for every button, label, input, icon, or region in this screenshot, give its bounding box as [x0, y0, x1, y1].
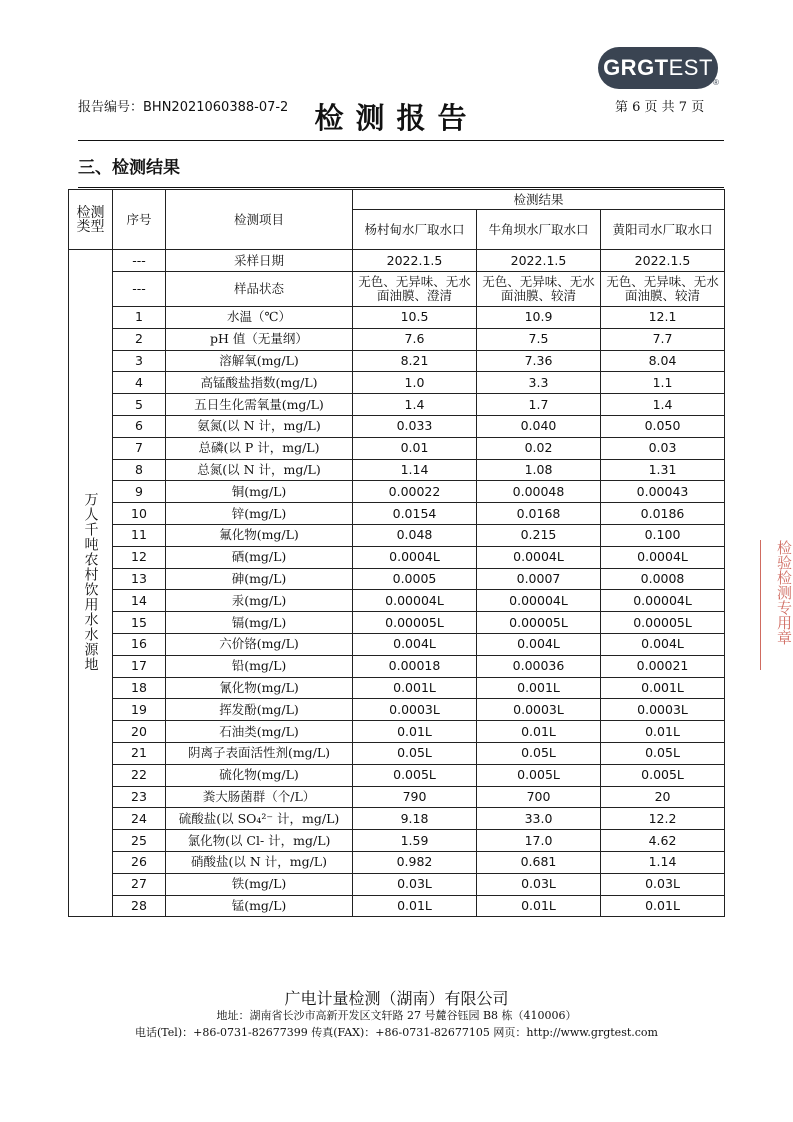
table-row	[69, 764, 725, 786]
row-number: 9	[113, 481, 166, 503]
row-value-site-2: 2022.1.5	[477, 250, 601, 272]
row-item: 氰化物(mg/L)	[166, 677, 353, 699]
logo-main-text: GRGT	[603, 55, 669, 80]
row-value-site-3: 12.2	[601, 808, 725, 830]
row-value-site-1: 0.0004L	[353, 546, 477, 568]
row-value-site-3: 1.1	[601, 372, 725, 394]
row-item: 氟化物(mg/L)	[166, 524, 353, 546]
row-number: 23	[113, 786, 166, 808]
row-value-site-1: 0.048	[353, 524, 477, 546]
row-value-site-1: 0.0005	[353, 568, 477, 590]
footer-address: 地址：湖南省长沙市高新开发区文轩路 27 号麓谷钰园 B8 栋（410006）	[216, 1009, 577, 1022]
row-number: 19	[113, 699, 166, 721]
logo-sub-text: EST	[668, 55, 713, 80]
row-value-site-3: 0.0186	[601, 503, 725, 525]
section-divider	[78, 187, 724, 188]
table-row	[69, 250, 725, 272]
footer-company: 广电计量检测（湖南）有限公司	[284, 989, 509, 1008]
row-item: 溶解氧(mg/L)	[166, 350, 353, 372]
table-row	[69, 895, 725, 917]
row-number: 14	[113, 590, 166, 612]
row-value-site-3: 0.0008	[601, 568, 725, 590]
row-value-site-2: 1.08	[477, 459, 601, 481]
row-number: 11	[113, 524, 166, 546]
row-value-site-1: 0.00018	[353, 655, 477, 677]
row-value-site-3: 1.31	[601, 459, 725, 481]
row-value-site-1: 0.03L	[353, 873, 477, 895]
row-number: 18	[113, 677, 166, 699]
row-number: 15	[113, 612, 166, 634]
row-item: 铁(mg/L)	[166, 873, 353, 895]
row-item: 样品状态	[166, 272, 353, 307]
row-value-site-2: 0.215	[477, 524, 601, 546]
table-row	[69, 481, 725, 503]
table-row	[69, 372, 725, 394]
row-value-site-3: 0.050	[601, 415, 725, 437]
table-row	[69, 677, 725, 699]
table-row	[69, 459, 725, 481]
row-value-site-2: 0.01L	[477, 895, 601, 917]
table-row	[69, 328, 725, 350]
row-value-site-3: 8.04	[601, 350, 725, 372]
row-number: 27	[113, 873, 166, 895]
row-value-site-2: 700	[477, 786, 601, 808]
row-number: 3	[113, 350, 166, 372]
row-value-site-2: 0.00048	[477, 481, 601, 503]
row-value-site-2: 3.3	[477, 372, 601, 394]
row-value-site-2: 1.7	[477, 394, 601, 416]
table-row	[69, 742, 725, 764]
row-number: 5	[113, 394, 166, 416]
logo-registered-mark: ®	[713, 78, 719, 87]
table-row	[69, 524, 725, 546]
row-value-site-2: 7.5	[477, 328, 601, 350]
row-value-site-1: 0.00004L	[353, 590, 477, 612]
row-item: 阴离子表面活性剂(mg/L)	[166, 742, 353, 764]
table-row	[69, 873, 725, 895]
row-item: 锌(mg/L)	[166, 503, 353, 525]
table-row	[69, 633, 725, 655]
table-row	[69, 808, 725, 830]
row-value-site-3: 0.100	[601, 524, 725, 546]
row-value-site-3: 7.7	[601, 328, 725, 350]
table-row	[69, 394, 725, 416]
table-row	[69, 546, 725, 568]
row-value-site-3: 4.62	[601, 830, 725, 852]
row-value-site-2: 0.05L	[477, 742, 601, 764]
row-item: 挥发酚(mg/L)	[166, 699, 353, 721]
row-number: 21	[113, 742, 166, 764]
row-value-site-1: 790	[353, 786, 477, 808]
row-value-site-2: 0.0003L	[477, 699, 601, 721]
row-value-site-1: 0.004L	[353, 633, 477, 655]
row-number: 7	[113, 437, 166, 459]
row-value-site-2: 0.005L	[477, 764, 601, 786]
table-row	[69, 699, 725, 721]
table-row	[69, 307, 725, 329]
row-number: 25	[113, 830, 166, 852]
row-value-site-2: 无色、无异味、无水面油膜、较清	[477, 272, 601, 307]
row-value-site-1: 9.18	[353, 808, 477, 830]
row-value-site-2: 0.00005L	[477, 612, 601, 634]
row-value-site-2: 17.0	[477, 830, 601, 852]
row-number: 22	[113, 764, 166, 786]
header-detect-type: 检测类型	[69, 190, 113, 250]
row-value-site-1: 10.5	[353, 307, 477, 329]
row-value-site-1: 8.21	[353, 350, 477, 372]
footer-contact: 电话(Tel)：+86-0731-82677399 传真(FAX)：+86-0731-82677105 网页：http://www.grgtest.com	[135, 1026, 658, 1039]
row-item: 石油类(mg/L)	[166, 721, 353, 743]
row-value-site-2: 0.02	[477, 437, 601, 459]
row-item: 硫酸盐(以 SO₄²⁻ 计，mg/L)	[166, 808, 353, 830]
row-item: 高锰酸盐指数(mg/L)	[166, 372, 353, 394]
page-number: 第 6 页 共 7 页	[615, 100, 705, 115]
row-value-site-3: 0.001L	[601, 677, 725, 699]
row-value-site-1: 0.00005L	[353, 612, 477, 634]
row-item: 硒(mg/L)	[166, 546, 353, 568]
row-item: 砷(mg/L)	[166, 568, 353, 590]
row-value-site-1: 7.6	[353, 328, 477, 350]
row-number: 1	[113, 307, 166, 329]
row-item: 五日生化需氧量(mg/L)	[166, 394, 353, 416]
row-number: 10	[113, 503, 166, 525]
row-value-site-2: 0.0168	[477, 503, 601, 525]
row-value-site-1: 0.00022	[353, 481, 477, 503]
row-value-site-2: 0.040	[477, 415, 601, 437]
row-item: 硫化物(mg/L)	[166, 764, 353, 786]
row-value-site-3: 0.0004L	[601, 546, 725, 568]
row-value-site-3: 0.005L	[601, 764, 725, 786]
row-value-site-3: 0.00021	[601, 655, 725, 677]
header-test-item: 检测项目	[166, 190, 353, 250]
row-value-site-3: 0.0003L	[601, 699, 725, 721]
row-number: 16	[113, 633, 166, 655]
row-value-site-2: 0.00036	[477, 655, 601, 677]
table-row	[69, 612, 725, 634]
table-row	[69, 721, 725, 743]
section-title: 三、检测结果	[78, 158, 180, 178]
row-value-site-1: 0.01	[353, 437, 477, 459]
header-results: 检测结果	[353, 190, 725, 210]
table-row	[69, 415, 725, 437]
row-value-site-3: 0.00004L	[601, 590, 725, 612]
results-table	[68, 189, 725, 917]
row-number: ---	[113, 250, 166, 272]
row-item: 氯化物(以 Cl- 计，mg/L)	[166, 830, 353, 852]
header-site-3: 黄阳司水厂取水口	[601, 210, 725, 250]
row-number: 13	[113, 568, 166, 590]
row-value-site-3: 0.05L	[601, 742, 725, 764]
row-value-site-3: 2022.1.5	[601, 250, 725, 272]
table-row	[69, 851, 725, 873]
header-site-1: 杨村甸水厂取水口	[353, 210, 477, 250]
row-item: 汞(mg/L)	[166, 590, 353, 612]
row-number: 4	[113, 372, 166, 394]
row-value-site-3: 无色、无异味、无水面油膜、较清	[601, 272, 725, 307]
row-value-site-2: 0.681	[477, 851, 601, 873]
company-logo	[598, 47, 718, 89]
inspection-seal: 检验检测专用章	[760, 540, 793, 670]
row-value-site-2: 33.0	[477, 808, 601, 830]
row-value-site-1: 0.001L	[353, 677, 477, 699]
row-item: 铜(mg/L)	[166, 481, 353, 503]
row-value-site-1: 0.982	[353, 851, 477, 873]
row-number: 26	[113, 851, 166, 873]
row-item: 氨氮(以 N 计，mg/L)	[166, 415, 353, 437]
row-item: 总磷(以 P 计，mg/L)	[166, 437, 353, 459]
row-value-site-3: 0.03L	[601, 873, 725, 895]
row-value-site-1: 2022.1.5	[353, 250, 477, 272]
row-value-site-1: 0.01L	[353, 721, 477, 743]
table-row	[69, 830, 725, 852]
row-value-site-3: 1.4	[601, 394, 725, 416]
page-title: 检测报告	[314, 101, 479, 135]
row-value-site-1: 0.05L	[353, 742, 477, 764]
row-value-site-3: 1.14	[601, 851, 725, 873]
row-value-site-1: 无色、无异味、无水面油膜、澄清	[353, 272, 477, 307]
row-item: 粪大肠菌群（个/L）	[166, 786, 353, 808]
row-number: 8	[113, 459, 166, 481]
row-value-site-1: 0.01L	[353, 895, 477, 917]
table-row	[69, 272, 725, 307]
header-divider	[78, 140, 724, 141]
table-row	[69, 568, 725, 590]
row-value-site-2: 0.004L	[477, 633, 601, 655]
row-number: 2	[113, 328, 166, 350]
row-number: 6	[113, 415, 166, 437]
row-value-site-2: 0.001L	[477, 677, 601, 699]
row-value-site-3: 0.01L	[601, 895, 725, 917]
row-value-site-2: 0.0004L	[477, 546, 601, 568]
detect-type-cell: 万人千吨农村饮用水水源地	[69, 250, 113, 917]
row-item: 硝酸盐(以 N 计，mg/L)	[166, 851, 353, 873]
row-value-site-3: 12.1	[601, 307, 725, 329]
table-row	[69, 590, 725, 612]
row-value-site-2: 0.03L	[477, 873, 601, 895]
report-number: 报告编号：BHN2021060388-07-2	[78, 100, 289, 115]
row-item: 采样日期	[166, 250, 353, 272]
row-value-site-3: 0.03	[601, 437, 725, 459]
row-value-site-2: 7.36	[477, 350, 601, 372]
table-row	[69, 437, 725, 459]
row-number: 28	[113, 895, 166, 917]
table-row	[69, 503, 725, 525]
row-item: pH 值（无量纲）	[166, 328, 353, 350]
row-value-site-1: 0.033	[353, 415, 477, 437]
row-value-site-2: 0.00004L	[477, 590, 601, 612]
row-item: 六价铬(mg/L)	[166, 633, 353, 655]
row-item: 总氮(以 N 计，mg/L)	[166, 459, 353, 481]
row-item: 镉(mg/L)	[166, 612, 353, 634]
row-value-site-3: 0.00043	[601, 481, 725, 503]
row-value-site-3: 0.01L	[601, 721, 725, 743]
row-value-site-3: 20	[601, 786, 725, 808]
row-value-site-2: 0.01L	[477, 721, 601, 743]
row-value-site-1: 0.0003L	[353, 699, 477, 721]
row-value-site-1: 0.005L	[353, 764, 477, 786]
row-value-site-3: 0.00005L	[601, 612, 725, 634]
row-value-site-1: 1.0	[353, 372, 477, 394]
row-value-site-3: 0.004L	[601, 633, 725, 655]
row-number: ---	[113, 272, 166, 307]
row-number: 24	[113, 808, 166, 830]
row-value-site-1: 1.14	[353, 459, 477, 481]
row-value-site-2: 0.0007	[477, 568, 601, 590]
row-value-site-1: 1.59	[353, 830, 477, 852]
row-item: 铅(mg/L)	[166, 655, 353, 677]
table-row	[69, 655, 725, 677]
table-row	[69, 786, 725, 808]
row-number: 17	[113, 655, 166, 677]
row-value-site-2: 10.9	[477, 307, 601, 329]
row-number: 20	[113, 721, 166, 743]
table-row	[69, 350, 725, 372]
header-sequence-no: 序号	[113, 190, 166, 250]
row-value-site-1: 0.0154	[353, 503, 477, 525]
header-site-2: 牛角坝水厂取水口	[477, 210, 601, 250]
row-item: 锰(mg/L)	[166, 895, 353, 917]
row-value-site-1: 1.4	[353, 394, 477, 416]
row-number: 12	[113, 546, 166, 568]
row-item: 水温（℃）	[166, 307, 353, 329]
